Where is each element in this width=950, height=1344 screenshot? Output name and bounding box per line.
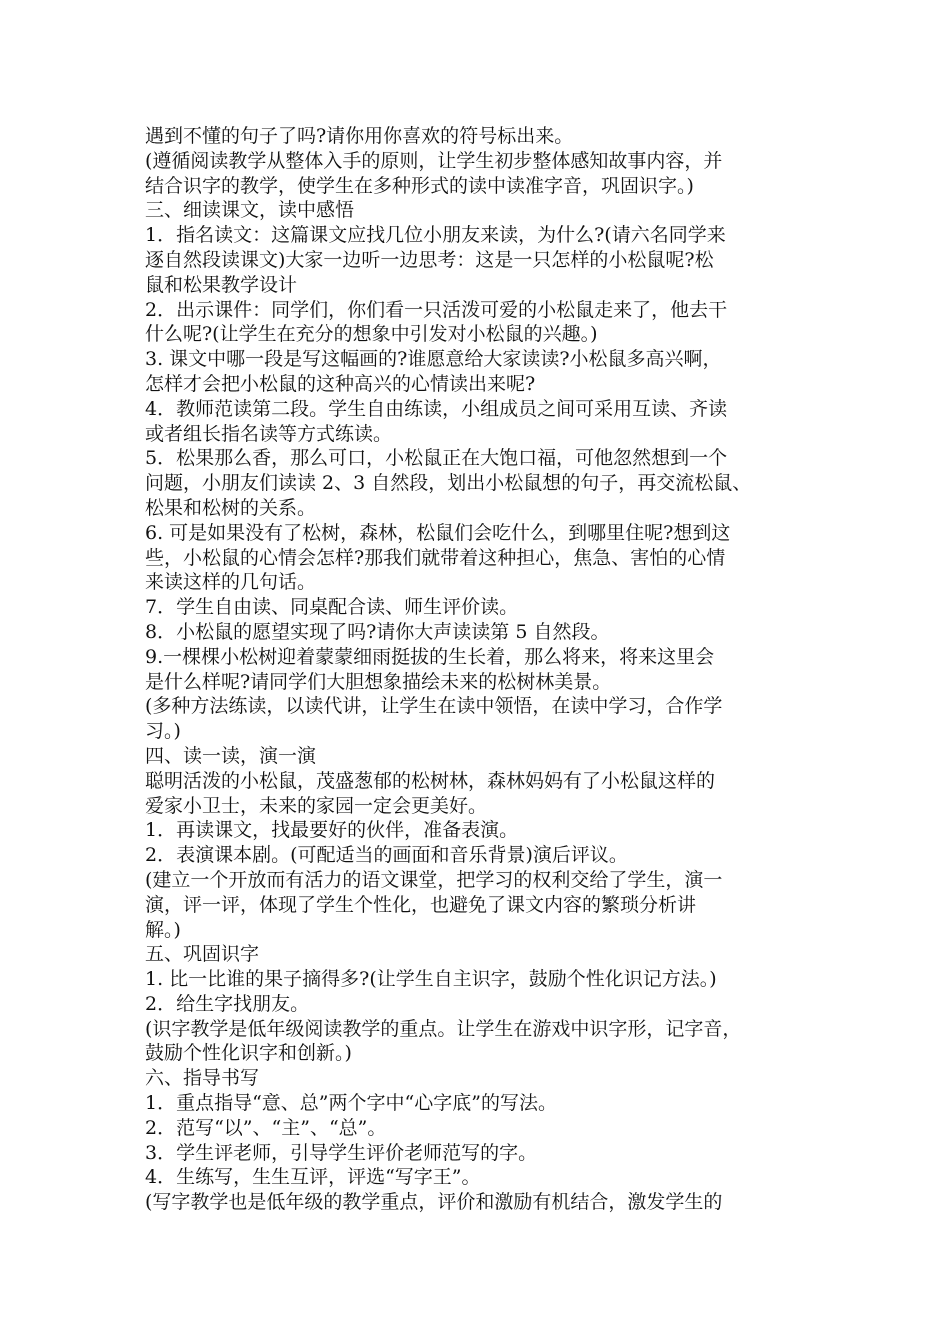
text-line: 2．给生字找朋友。 <box>145 992 310 1015</box>
text-line: 遇到不懂的句子了吗?请你用你喜欢的符号标出来。 <box>145 125 574 147</box>
text-line: 爱家小卫士，未来的家园一定会更美好。 <box>145 794 488 817</box>
text-line: 1．指名读文：这篇课文应找几位小朋友来读，为什么?(请六名同学来 <box>145 224 726 247</box>
text-line: (识字教学是低年级阅读教学的重点。让学生在游戏中识字形，记字音， <box>145 1017 742 1040</box>
text-line: 问题，小朋友们读读 2、3 自然段，划出小松鼠想的句子，再交流松鼠、 <box>145 472 752 495</box>
text-line: 聪明活泼的小松鼠，茂盛葱郁的松树林，森林妈妈有了小松鼠这样的 <box>145 769 716 792</box>
text-line: 逐自然段读课文)大家一边听一边思考：这是一只怎样的小松鼠呢?松 <box>145 248 714 271</box>
text-line: 五、巩固识字 <box>145 943 260 966</box>
text-line: 是什么样呢?请同学们大胆想象描绘未来的松树林美景。 <box>145 670 612 693</box>
text-line: 或者组长指名读等方式练读。 <box>145 422 393 445</box>
text-line: 4．教师范读第二段。学生自由练读，小组成员之间可采用互读、齐读 <box>145 397 728 420</box>
text-line: 4．生练写，生生互评，评选“写字王”。 <box>145 1166 481 1189</box>
text-line: 1. 比一比谁的果子摘得多?(让学生自主识字，鼓励个性化识记方法。) <box>145 968 717 991</box>
text-line: 7．学生自由读、同桌配合读、师生评价读。 <box>145 596 519 619</box>
text-line: 四、读一读，演一演 <box>145 744 317 767</box>
text-line: 什么呢?(让学生在充分的想象中引发对小松鼠的兴趣。) <box>145 323 598 346</box>
text-line: 结合识字的教学，使学生在多种形式的读中读准字音，巩固识字。) <box>145 174 694 197</box>
text-line: (多种方法练读，以读代讲，让学生在读中领悟，在读中学习，合作学 <box>145 695 723 718</box>
document-body <box>145 124 810 1215</box>
text-line: (遵循阅读教学从整体入手的原则，让学生初步整体感知故事内容，并 <box>145 149 723 172</box>
text-line: 8．小松鼠的愿望实现了吗?请你大声读读第 5 自然段。 <box>145 620 610 643</box>
text-line: 5．松果那么香，那么可口，小松鼠正在大饱口福，可他忽然想到一个 <box>145 447 728 470</box>
text-line: 些，小松鼠的心情会怎样?那我们就带着这种担心，焦急、害怕的心情 <box>145 546 726 569</box>
text-line: 6. 可是如果没有了松树，森林，松鼠们会吃什么，到哪里住呢?想到这 <box>145 521 731 544</box>
text-line: 2．范写“以”、“主”、“总”。 <box>145 1116 387 1139</box>
text-line: 3．学生评老师，引导学生评价老师范写的字。 <box>145 1141 538 1164</box>
text-line: 9.一棵棵小松树迎着蒙蒙细雨挺拔的生长着，那么将来，将来这里会 <box>145 645 715 668</box>
text-line: 2．表演课本剧。(可配适当的画面和音乐背景)演后评议。 <box>145 844 628 867</box>
text-line: 鼠和松果教学设计 <box>145 273 298 296</box>
text-line: 怎样才会把小松鼠的这种高兴的心情读出来呢? <box>145 372 536 395</box>
text-line: 3. 课文中哪一段是写这幅画的?谁愿意给大家读读?小松鼠多高兴啊， <box>145 348 722 371</box>
text-line: 2．出示课件：同学们，你们看一只活泼可爱的小松鼠走来了，他去干 <box>145 298 728 321</box>
text-line: 演，评一评，体现了学生个性化，也避免了课文内容的繁琐分析讲 <box>145 893 697 916</box>
text-line: 1．再读课文，找最要好的伙伴，准备表演。 <box>145 819 519 842</box>
text-line: (写字教学也是低年级的教学重点，评价和激励有机结合，激发学生的 <box>145 1191 723 1214</box>
text-line: 习。) <box>145 720 181 743</box>
text-line: 鼓励个性化识字和创新。) <box>145 1042 352 1065</box>
text-line: 六、指导书写 <box>145 1067 260 1090</box>
text-line: 解。) <box>145 918 181 941</box>
text-line: 松果和松树的关系。 <box>145 496 317 519</box>
text-line: 1．重点指导“意、总”两个字中“心字底”的写法。 <box>145 1092 557 1115</box>
text-line: 三、细读课文，读中感悟 <box>145 199 355 222</box>
text-line: (建立一个开放而有活力的语文课堂，把学习的权利交给了学生，演一 <box>145 868 723 891</box>
text-line: 来读这样的几句话。 <box>145 571 317 594</box>
